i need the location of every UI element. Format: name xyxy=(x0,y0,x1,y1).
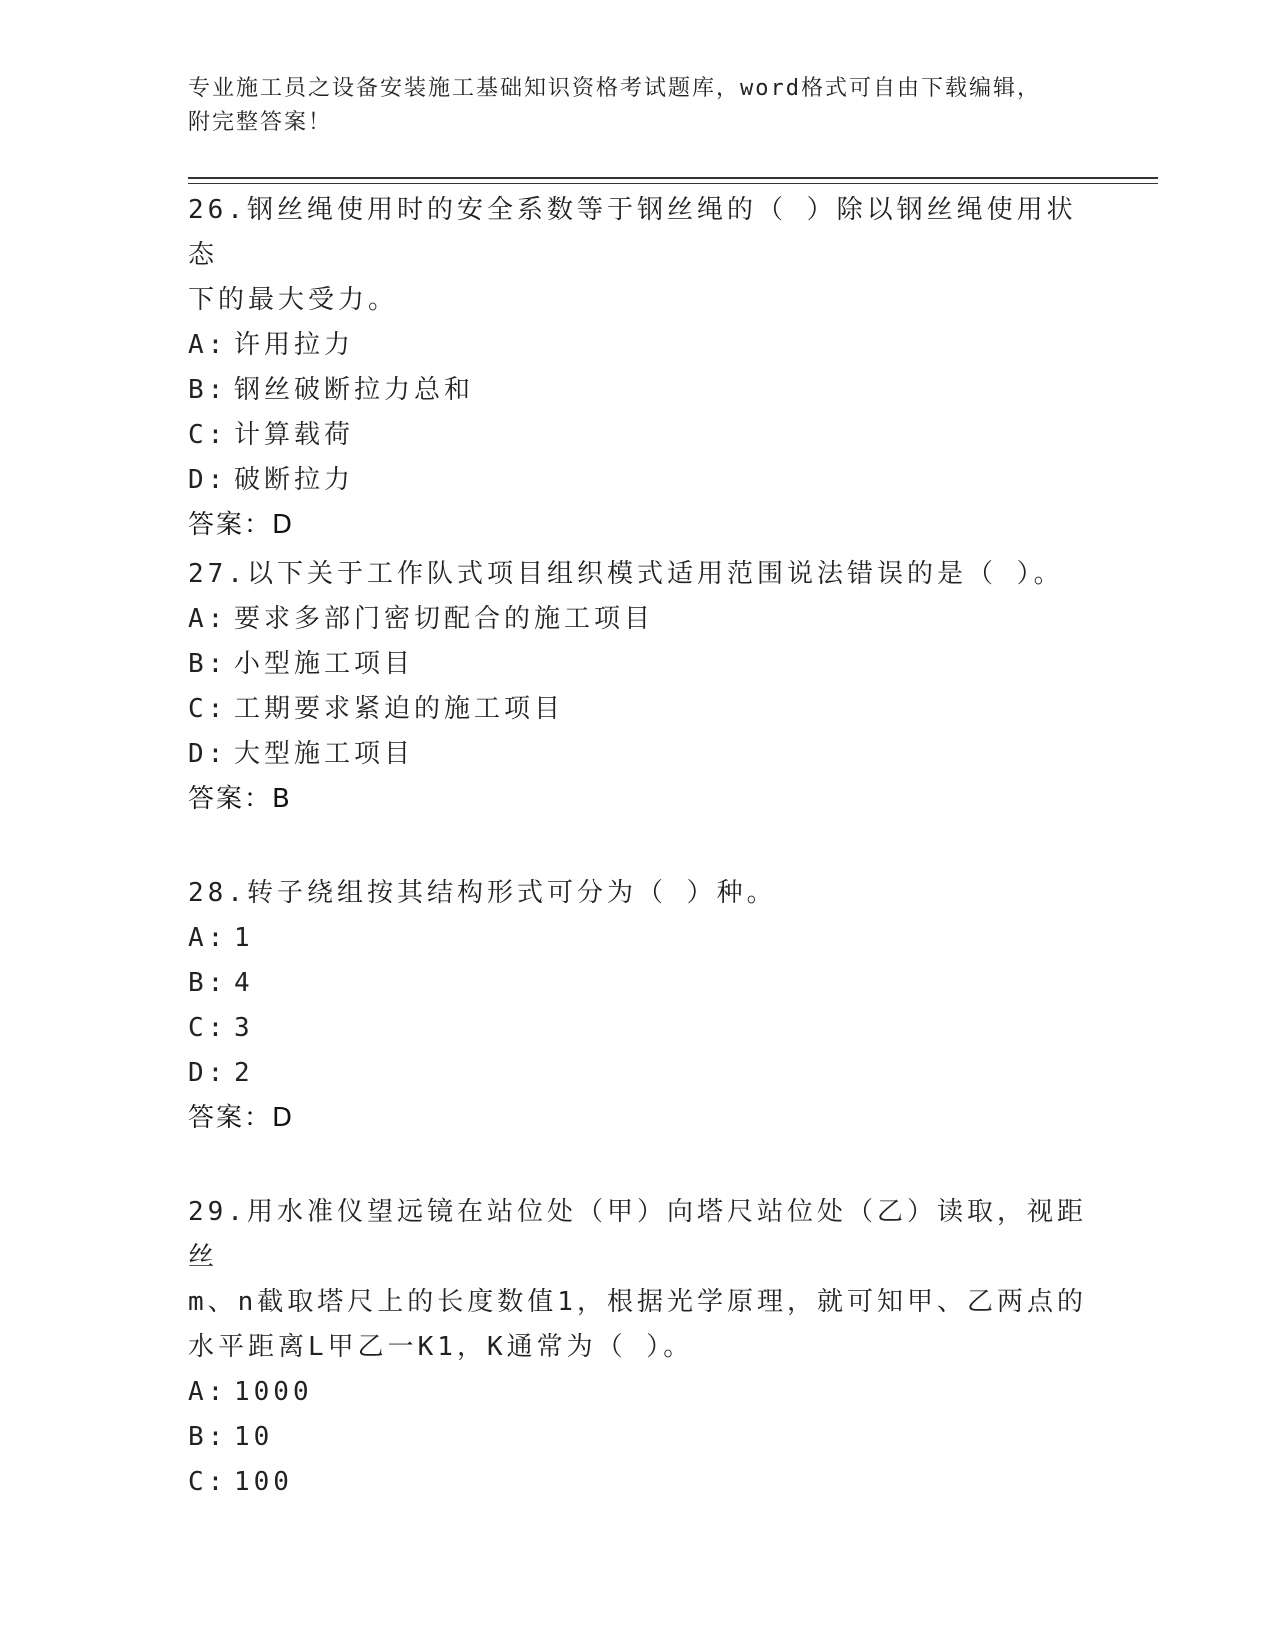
option-text: 工期要求紧迫的施工项目 xyxy=(234,694,565,724)
answer-line: 答案：D xyxy=(188,510,295,540)
option-text: 小型施工项目 xyxy=(234,649,415,679)
option-text: 1000 xyxy=(234,1377,313,1407)
option-a xyxy=(188,323,1088,368)
option-d xyxy=(188,732,1088,777)
option-text: 3 xyxy=(234,1013,254,1043)
option-label: D: xyxy=(188,739,228,769)
option-b xyxy=(188,368,1088,413)
option-d xyxy=(188,458,1088,503)
option-label: C: xyxy=(188,1013,228,1043)
question-26 xyxy=(188,188,1088,548)
question-text-line: 27.以下关于工作队式项目组织模式适用范围说法错误的是（ ）。 xyxy=(188,559,1064,589)
option-text: 100 xyxy=(234,1467,293,1497)
option-text: 10 xyxy=(234,1422,274,1452)
option-b xyxy=(188,961,1088,1006)
question-text-line: 26.钢丝绳使用时的安全系数等于钢丝绳的（ ）除以钢丝绳使用状态 xyxy=(188,195,1077,270)
option-label: A: xyxy=(188,604,228,634)
option-b xyxy=(188,1415,1088,1460)
option-text: 许用拉力 xyxy=(234,330,355,360)
question-29 xyxy=(188,1190,1088,1505)
option-label: A: xyxy=(188,330,228,360)
option-c xyxy=(188,687,1088,732)
option-b xyxy=(188,642,1088,687)
option-text: 2 xyxy=(234,1058,254,1088)
question-text-line: 29.用水准仪望远镜在站位处（甲）向塔尺站位处（乙）读取，视距丝 xyxy=(188,1197,1087,1272)
option-label: C: xyxy=(188,1467,228,1497)
option-label: D: xyxy=(188,465,228,495)
answer-line: 答案：B xyxy=(188,784,292,814)
option-text: 破断拉力 xyxy=(234,465,355,495)
option-a xyxy=(188,1370,1088,1415)
option-c xyxy=(188,413,1088,458)
option-text: 大型施工项目 xyxy=(234,739,415,769)
option-text: 1 xyxy=(234,923,254,953)
question-text-line: 水平距离L甲乙一K1，K通常为（ ）。 xyxy=(188,1332,694,1362)
option-c xyxy=(188,1460,1088,1505)
option-text: 计算载荷 xyxy=(234,420,355,450)
header-divider-thick xyxy=(188,177,1158,179)
option-label: B: xyxy=(188,649,228,679)
option-a xyxy=(188,916,1088,961)
option-label: D: xyxy=(188,1058,228,1088)
option-text: 4 xyxy=(234,968,254,998)
option-text: 要求多部门密切配合的施工项目 xyxy=(234,604,655,634)
header-line-2: 附完整答案！ xyxy=(188,110,333,135)
option-c xyxy=(188,1006,1088,1051)
question-text-line: 28.转子绕组按其结构形式可分为（ ）种。 xyxy=(188,878,777,908)
answer-line: 答案：D xyxy=(188,1103,295,1133)
option-d xyxy=(188,1051,1088,1096)
option-label: B: xyxy=(188,968,228,998)
question-text-line: m、n截取塔尺上的长度数值1，根据光学原理，就可知甲、乙两点的 xyxy=(188,1287,1087,1317)
option-a xyxy=(188,597,1088,642)
question-27 xyxy=(188,552,1088,822)
option-label: B: xyxy=(188,375,228,405)
question-28 xyxy=(188,871,1088,1141)
document-header xyxy=(188,72,1088,140)
option-label: A: xyxy=(188,923,228,953)
option-text: 钢丝破断拉力总和 xyxy=(234,375,475,405)
header-line-1: 专业施工员之设备安装施工基础知识资格考试题库，word格式可自由下载编辑， xyxy=(188,76,1041,101)
option-label: C: xyxy=(188,694,228,724)
option-label: A: xyxy=(188,1377,228,1407)
question-text-line: 下的最大受力。 xyxy=(188,285,399,315)
option-label: B: xyxy=(188,1422,228,1452)
option-label: C: xyxy=(188,420,228,450)
header-divider-thin xyxy=(188,183,1158,184)
